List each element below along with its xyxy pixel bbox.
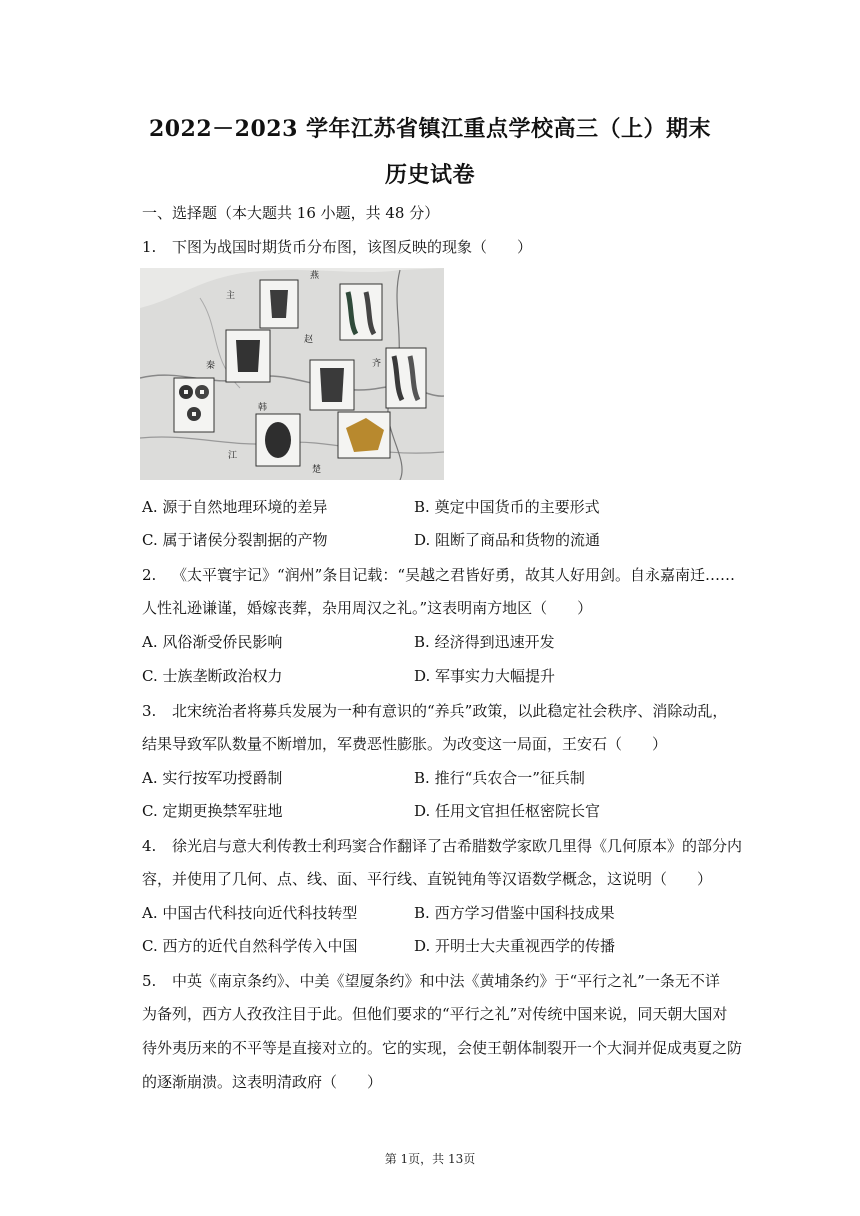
section-heading: 一、选择题（本大题共 16 小题，共 48 分） (142, 204, 440, 222)
option-text: 源于自然地理环境的差异 (162, 498, 328, 516)
map-label-qi: 齐 (372, 359, 382, 369)
option-key: B. (414, 633, 430, 651)
q3-option-b[interactable] (414, 767, 585, 788)
q2-option-b[interactable] (414, 631, 555, 652)
question-3-stem (142, 700, 762, 721)
option-key: C. (142, 802, 158, 820)
map-label-jiang: 江 (228, 451, 238, 461)
option-key: D. (414, 937, 431, 955)
question-number: 2. (142, 566, 157, 584)
q3-option-a[interactable] (142, 767, 282, 788)
q1-option-a[interactable] (142, 496, 327, 517)
option-text: 风俗渐受侨民影响 (162, 633, 283, 651)
option-text: 定期更换禁军驻地 (162, 802, 283, 820)
coin-box-zhao (226, 330, 270, 382)
q4-option-b[interactable] (414, 902, 615, 923)
q4-option-a[interactable] (142, 902, 357, 923)
q2-option-d[interactable] (414, 665, 555, 686)
option-text: 经济得到迅速开发 (434, 633, 555, 651)
option-text: 任用文官担任枢密院长官 (435, 802, 601, 820)
option-key: A. (142, 633, 158, 651)
map-label-chu: 楚 (312, 465, 322, 475)
map-label-qin: 秦 (206, 361, 216, 371)
option-key: A. (142, 904, 158, 922)
question-text: 《太平寰宇记》“润州”条目记载：“吴越之君皆好勇，故其人好用剑。自永嘉南迁…… (172, 566, 736, 584)
option-key: C. (142, 531, 158, 549)
coin-box-chu (338, 412, 390, 458)
question-4-stem (142, 835, 762, 856)
map-label-zhu: 主 (226, 291, 236, 301)
option-key: D. (414, 531, 431, 549)
question-text: 中英《南京条约》、中美《望厦条约》和中法《黄埔条约》于“平行之礼”一条无不详 (172, 972, 720, 990)
option-text: 推行“兵农合一”征兵制 (434, 769, 585, 787)
option-key: C. (142, 667, 158, 685)
question-5-stem-cont-1: 为备列，西方人孜孜注目于此。但他们要求的“平行之礼”对传统中国来说，同天朝大国对 (142, 1005, 728, 1023)
question-text: 下图为战国时期货币分布图，该图反映的现象（ ） (172, 238, 533, 256)
option-key: B. (414, 498, 430, 516)
map-label-han: 韩 (258, 403, 268, 413)
option-text: 属于诸侯分裂割据的产物 (162, 531, 328, 549)
option-key: D. (414, 802, 431, 820)
option-text: 西方的近代自然科学传入中国 (162, 937, 358, 955)
option-text: 开明士大夫重视西学的传播 (435, 937, 616, 955)
question-5-stem-cont-3: 的逐渐崩溃。这表明清政府（ ） (142, 1073, 383, 1091)
q1-option-c[interactable] (142, 529, 328, 550)
question-number: 4. (142, 837, 157, 855)
option-text: 阻断了商品和货物的流通 (435, 531, 601, 549)
question-2-stem-cont: 人性礼逊谦谨，婚嫁丧葬，杂用周汉之礼。”这表明南方地区（ ） (142, 599, 593, 617)
question-4-stem-cont: 容，并使用了几何、点、线、面、平行线、直锐钝角等汉语数学概念，这说明（ ） (142, 870, 713, 888)
option-key: A. (142, 769, 158, 787)
option-text: 中国古代科技向近代科技转型 (162, 904, 358, 922)
option-key: D. (414, 667, 431, 685)
coin-box-han (256, 414, 300, 466)
question-number: 3. (142, 702, 157, 720)
question-text: 徐光启与意大利传教士利玛窦合作翻译了古希腊数学家欧几里得《几何原本》的部分内 (172, 837, 743, 855)
option-text: 奠定中国货币的主要形式 (434, 498, 600, 516)
coin-box-qi (386, 348, 426, 408)
option-text: 士族垄断政治权力 (162, 667, 283, 685)
map-label-zhao: 赵 (304, 335, 314, 345)
map-label-yan: 燕 (310, 271, 320, 281)
coin-box-qin (174, 378, 214, 432)
question-number: 5. (142, 972, 157, 990)
q2-option-c[interactable] (142, 665, 283, 686)
option-key: A. (142, 498, 158, 516)
q4-option-d[interactable] (414, 935, 615, 956)
coin-box-central (310, 360, 354, 410)
q4-option-c[interactable] (142, 935, 358, 956)
warring-states-currency-map (140, 268, 444, 480)
option-key: C. (142, 937, 158, 955)
page-footer: 第 1页，共 13页 (384, 1152, 476, 1166)
question-2-stem (142, 564, 762, 585)
q2-option-a[interactable] (142, 631, 282, 652)
option-text: 西方学习借鉴中国科技成果 (434, 904, 615, 922)
question-5-stem-cont-2: 待外夷历来的不平等是直接对立的。它的实现，会使王朝体制裂开一个大洞并促成夷夏之防 (142, 1039, 743, 1057)
question-text: 北宋统治者将募兵发展为一种有意识的“养兵”政策，以此稳定社会秩序、消除动乱， (172, 702, 728, 720)
question-1-stem (142, 236, 762, 257)
exam-title-line1: 2022－2023 学年江苏省镇江重点学校高三（上）期末 (148, 116, 712, 142)
option-key: B. (414, 769, 430, 787)
question-5-stem (142, 970, 762, 991)
question-number: 1. (142, 238, 157, 256)
question-3-stem-cont: 结果导致军队数量不断增加，军费恶性膨胀。为改变这一局面，王安石（ ） (142, 735, 668, 753)
option-key: B. (414, 904, 430, 922)
exam-title-line2: 历史试卷 (384, 162, 475, 188)
coin-box-north (260, 280, 298, 328)
option-text: 实行按军功授爵制 (162, 769, 283, 787)
q3-option-c[interactable] (142, 800, 283, 821)
q3-option-d[interactable] (414, 800, 600, 821)
coin-box-yan (340, 284, 382, 340)
option-text: 军事实力大幅提升 (435, 667, 556, 685)
q1-option-b[interactable] (414, 496, 600, 517)
q1-option-d[interactable] (414, 529, 600, 550)
